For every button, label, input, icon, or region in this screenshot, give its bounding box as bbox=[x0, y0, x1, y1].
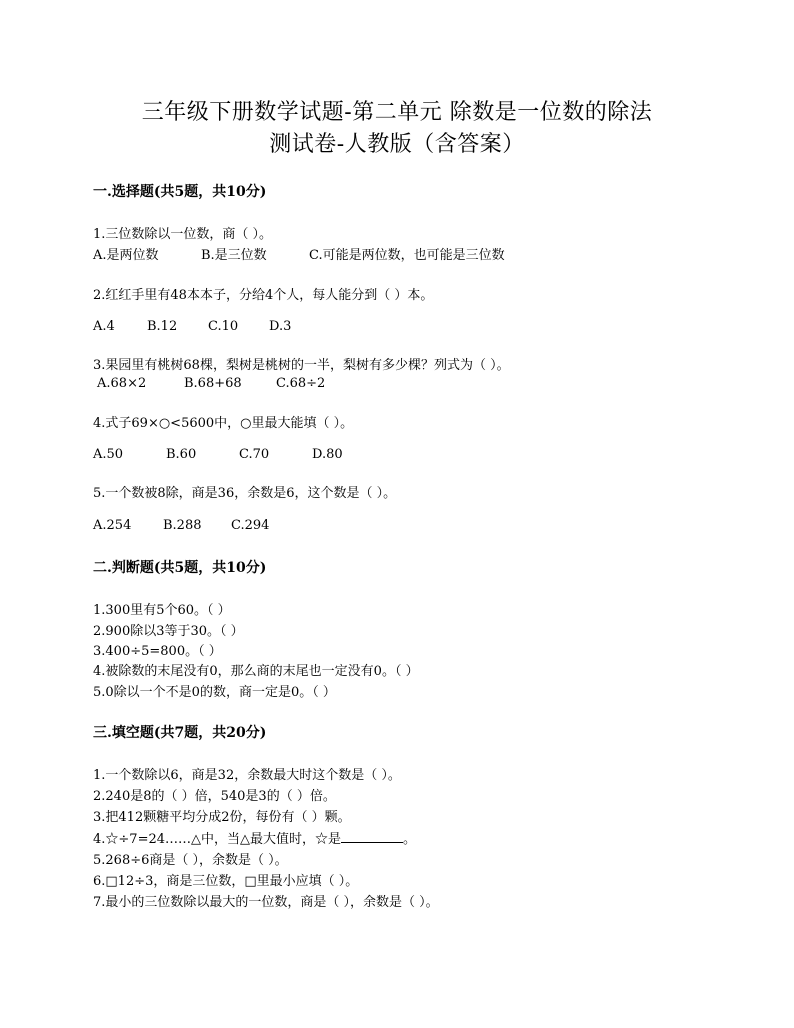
option: A.50 bbox=[93, 447, 124, 462]
judgment-item: 1.300里有5个60。（ ） bbox=[93, 603, 231, 618]
fill-blank-text: 4.☆÷7=24……△中，当△最大值时，☆是 bbox=[93, 832, 341, 847]
option: B.是三位数 bbox=[201, 248, 267, 263]
question-options bbox=[93, 319, 291, 334]
answer-blank-line bbox=[341, 830, 403, 843]
option: B.68+68 bbox=[184, 376, 242, 391]
question-options bbox=[93, 518, 269, 533]
judgment-item: 4.被除数的末尾没有0，那么商的末尾也一定没有0。（ ） bbox=[93, 664, 419, 679]
option: C.70 bbox=[239, 447, 270, 462]
option: A.是两位数 bbox=[93, 248, 159, 263]
option: B.60 bbox=[166, 447, 197, 462]
section-heading-choice: 一.选择题(共5题，共10分) bbox=[93, 184, 267, 200]
fill-blank-item: 6.□12÷3，商是三位数，□里最小应填（ ）。 bbox=[93, 874, 359, 889]
fill-blank-item: 5.268÷6商是（ ），余数是（ ）。 bbox=[93, 853, 288, 868]
question-text: 1.三位数除以一位数，商（ ）。 bbox=[93, 227, 273, 242]
option: C.294 bbox=[231, 518, 270, 533]
fill-blank-item: 1.一个数除以6，商是32，余数最大时这个数是（ ）。 bbox=[93, 768, 401, 783]
question-text: 2.红红手里有48本本子，分给4个人，每人能分到（ ）本。 bbox=[93, 288, 434, 303]
option: B.288 bbox=[163, 518, 202, 533]
question-text: 5.一个数被8除，商是36，余数是6，这个数是（ ）。 bbox=[93, 486, 397, 501]
question-options bbox=[93, 447, 343, 462]
page-title-line-2: 测试卷-人教版（含答案） bbox=[269, 132, 525, 157]
option: A.68×2 bbox=[97, 376, 147, 391]
question-options bbox=[93, 244, 505, 263]
option: D.80 bbox=[312, 447, 343, 462]
option: C.10 bbox=[208, 319, 239, 334]
question-options bbox=[97, 376, 325, 391]
fill-blank-item: 3.把412颗糖平均分成2份，每份有（ ）颗。 bbox=[93, 810, 351, 825]
option: D.3 bbox=[269, 319, 292, 334]
question-text: 4.式子69×○<5600中，○里最大能填（ ）。 bbox=[93, 416, 354, 431]
option: C.可能是两位数，也可能是三位数 bbox=[309, 248, 505, 263]
section-heading-fill-blank: 三.填空题(共7题，共20分) bbox=[93, 725, 267, 741]
judgment-item: 2.900除以3等于30。（ ） bbox=[93, 624, 244, 639]
option: A.4 bbox=[93, 319, 115, 334]
fill-blank-item bbox=[93, 828, 416, 847]
fill-blank-suffix: 。 bbox=[403, 832, 417, 847]
option: C.68÷2 bbox=[276, 376, 326, 391]
judgment-item: 5.0除以一个不是0的数，商一定是0。（ ） bbox=[93, 685, 336, 700]
section-heading-judgment: 二.判断题(共5题，共10分) bbox=[93, 560, 267, 576]
fill-blank-item: 7.最小的三位数除以最大的一位数，商是（ ），余数是（ ）。 bbox=[93, 895, 439, 910]
judgment-item: 3.400÷5=800。（ ） bbox=[93, 644, 222, 659]
fill-blank-item: 2.240是8的（ ）倍，540是3的（ ）倍。 bbox=[93, 789, 336, 804]
option: B.12 bbox=[147, 319, 178, 334]
page-title-line-1: 三年级下册数学试题-第二单元 除数是一位数的除法 bbox=[141, 100, 653, 125]
option: A.254 bbox=[93, 518, 132, 533]
question-text: 3.果园里有桃树68棵，梨树是桃树的一半，梨树有多少棵？列式为（ ）。 bbox=[93, 358, 510, 373]
